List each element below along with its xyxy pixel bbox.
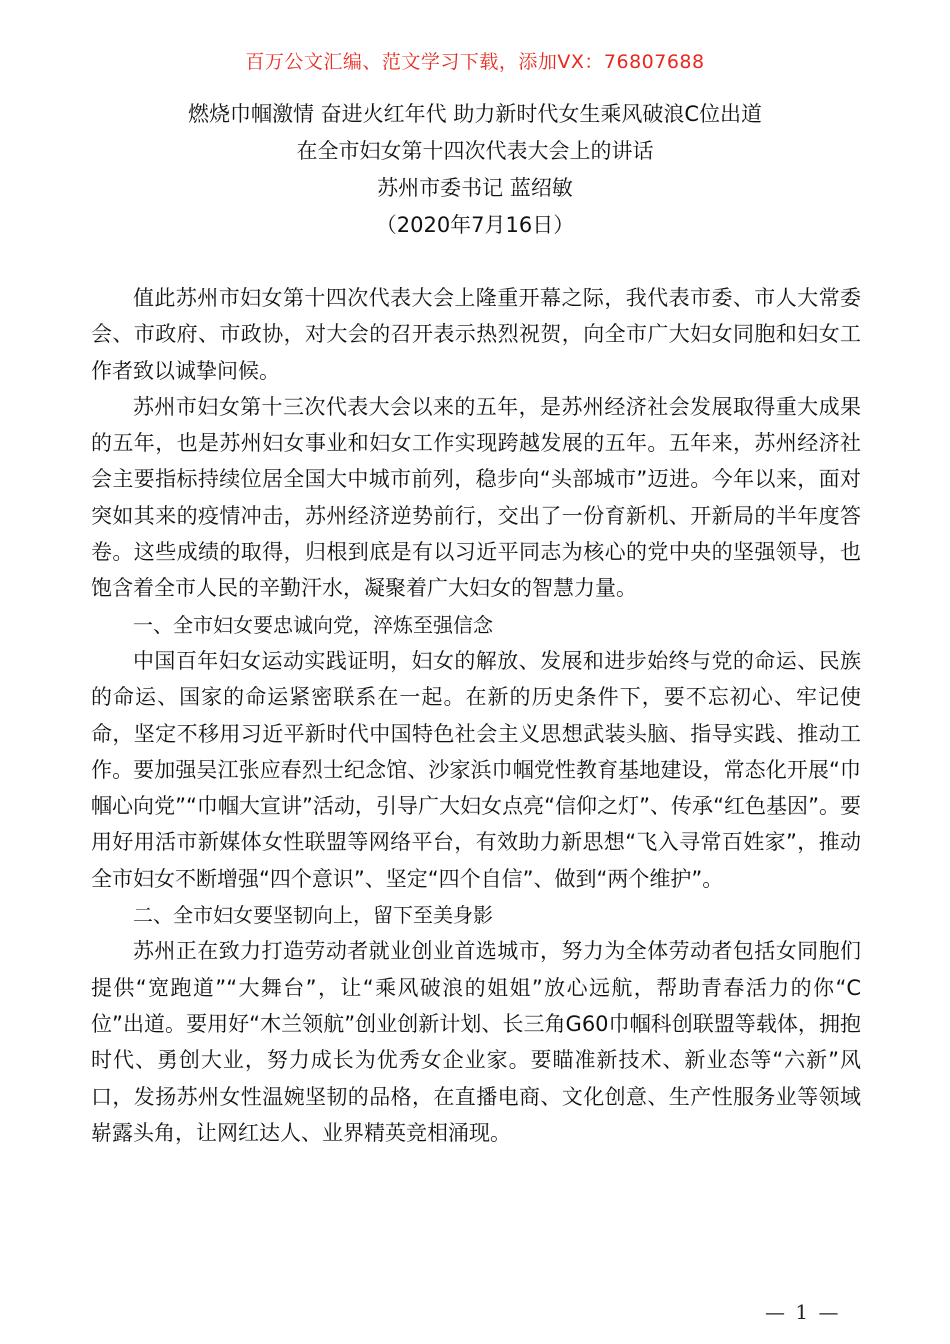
page-number: — 1 —: [765, 1300, 841, 1324]
speech-title: 燃烧巾帼激情 奋进火红年代 助力新时代女生乘风破浪C位出道: [187, 102, 762, 126]
speech-date: （2020年7月16日）: [375, 213, 575, 237]
paragraph: 值此苏州市妇女第十四次代表大会上隆重开幕之际，我代表市委、市人大常委会、市政府、市政协，对大会的召开表示热烈祝贺，向全市广大妇女同胞和妇女工作者致以诚挚问候。: [91, 286, 861, 383]
section-heading: 一、全市妇女要忠诚向党，淬炼至强信念: [133, 612, 493, 637]
header-banner: 百万公文汇编、范文学习下载，添加VX：76807688: [245, 51, 705, 73]
section-heading: 二、全市妇女要坚韧向上，留下至美身影: [133, 903, 493, 928]
speech-subtitle: 在全市妇女第十四次代表大会上的讲话: [296, 139, 654, 163]
paragraph: 苏州市妇女第十三次代表大会以来的五年，是苏州经济社会发展取得重大成果的五年，也是苏州妇女事业和妇女工作实现跨越发展的五年。五年来，苏州经济社会主要指标持续位居全国大中城市前列，稳步向“头部城市”迈进。今年以来，面对突如其来的疫情冲击，苏州经济逆势前行，交出了一份育新机、开新局的半年度答卷。这些成绩的取得，归根到底是有以习近平同志为核心的党中央的坚强领导，也饱含着全市人民的辛勤汗水，凝聚着广大妇女的智慧力量。: [91, 394, 861, 601]
body-text: [91, 280, 861, 1151]
paragraph: 中国百年妇女运动实践证明，妇女的解放、发展和进步始终与党的命运、民族的命运、国家的命运紧密联系在一起。在新的历史条件下，要不忘初心、牢记使命，坚定不移用习近平新时代中国特色社会主义思想武装头脑、指导实践、推动工作。要加强吴江张应春烈士纪念馆、沙家浜巾帼党性教育基地建设，常态化开展“巾帼心向党”“巾帼大宣讲”活动，引导广大妇女点亮“信仰之灯”、传承“红色基因”。要用好用活市新媒体女性联盟等网络平台，有效助力新思想“飞入寻常百姓家”，推动全市妇女不断增强“四个意识”、坚定“四个自信”、做到“两个维护”。: [91, 648, 861, 891]
paragraph: 苏州正在致力打造劳动者就业创业首选城市，努力为全体劳动者包括女同胞们提供“宽跑道”“大舞台”，让“乘风破浪的姐姐”放心远航，帮助青春活力的你“C位”出道。要用好“木兰领航”创业创新计划、长三角G60巾帼科创联盟等载体，拥抱时代、勇创大业，努力成长为优秀女企业家。要瞄准新技术、新业态等“六新”风口，发扬苏州女性温婉坚韧的品格，在直播电商、文化创意、生产性服务业等领域崭露头角，让网红达人、业界精英竞相涌现。: [91, 939, 861, 1145]
title-block: [0, 96, 950, 244]
speech-author: 苏州市委书记 蓝绍敏: [377, 176, 573, 200]
